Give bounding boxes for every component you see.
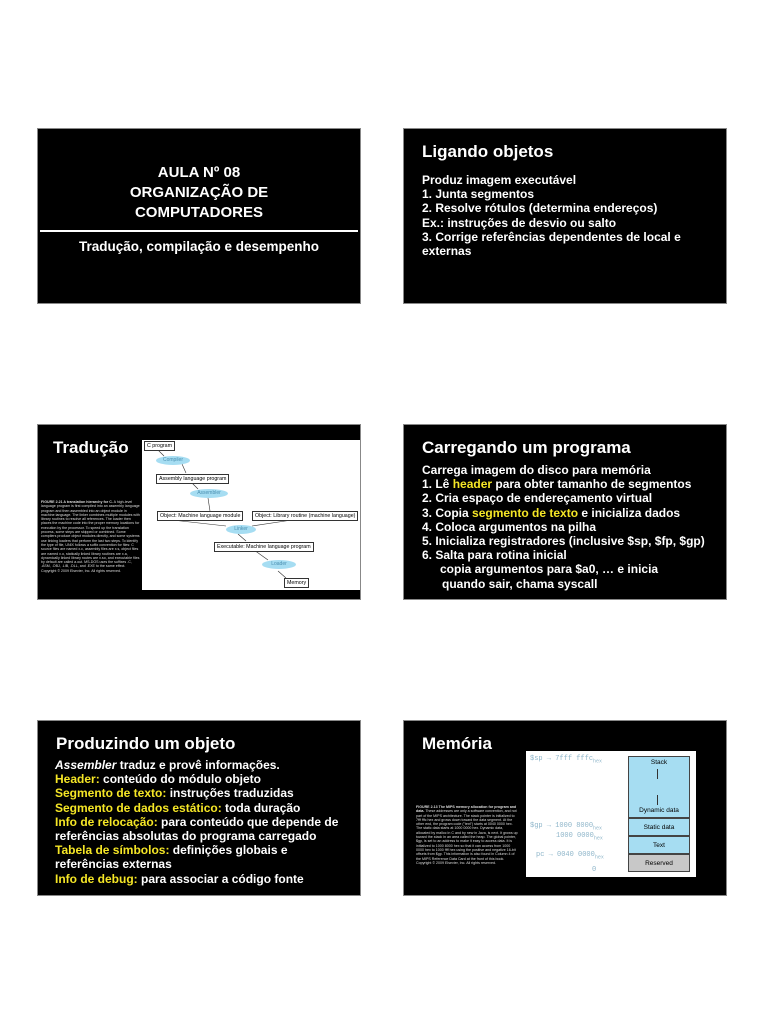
- slide-memoria: [403, 720, 727, 896]
- body-line: Carrega imagem do disco para memória: [422, 463, 651, 477]
- object-module-box: Object: Machine language module: [157, 511, 243, 521]
- reserved-segment: Reserved: [628, 854, 690, 872]
- slide-traducao: [37, 424, 361, 600]
- body-line: 5. Inicializa registradores (inclusive $sp, $fp, $gp): [422, 534, 705, 549]
- slide-heading: Ligando objetos: [422, 142, 554, 161]
- executable-box: Executable: Machine language program: [214, 542, 314, 552]
- heap-arrow: [657, 795, 658, 805]
- caption-text: These addresses are only a software convention, and not part of the MIPS architecture. The stack pointer is initialized to 7fff fffc hex and grows down toward the data segment. At the other end, the program code ("text") starts at 0040 0000 hex. The static data starts at 1000 0000 hex. Dynamic data, allocated by malloc in C and by new in Java, is next. It grows up toward the stack in an area called the heap. The global pointer, $gp, is set to an address to make it easy to access data. It is initialized to 1000 8000 hex so that it can access from 1000 0000 hex to 1000 ffff hex using the positive and negative 16-bit offsets from $gp. This information is also found in Column 4 of the MIPS Reference Data Card at the front of this book.: [416, 809, 518, 861]
- body-line: 3. Corrige referências dependentes de local e: [422, 229, 681, 244]
- stack-and-dynamic-segment: [628, 756, 690, 818]
- slide-ligando-objetos: [403, 128, 727, 304]
- body-line: Info de debug: para associar a código fonte: [55, 871, 304, 886]
- body-line: Header: conteúdo do módulo objeto: [55, 772, 261, 787]
- slide-produzindo-objeto: [37, 720, 361, 896]
- body-line: quando sair, chama syscall: [442, 576, 598, 591]
- compiler-oval: Compiler: [156, 456, 190, 465]
- slide-body: [55, 758, 338, 886]
- dynamic-data-label: Dynamic data: [639, 807, 679, 814]
- highlight-text-segment: segmento de texto: [472, 505, 579, 520]
- pc-address: pc → 0040 $0000_{hex}$: [536, 851, 604, 861]
- body-line: Segmento de dados estático: toda duração: [55, 800, 301, 815]
- c-program-box: C program: [144, 441, 175, 451]
- body-line: Tabela de símbolos: definições globais e: [55, 843, 288, 858]
- figure-caption: [416, 805, 518, 865]
- static-address: 1000 $0000_{hex}$: [556, 832, 603, 842]
- caption-copyright: Copyright © 2009 Elsevier, Inc. All rights reserved.: [416, 860, 496, 865]
- text-segment: Text: [628, 836, 690, 854]
- caption-copyright: Copyright © 2009 Elsevier, Inc. All rights reserved.: [41, 568, 121, 573]
- stack-arrow: [657, 769, 658, 779]
- body-line: Ex.: instruções de desvio ou salto: [422, 215, 617, 230]
- sp-address: $sp → 7fff fffc$_{hex}$: [530, 755, 603, 765]
- assembler-oval: Assembler: [190, 489, 228, 498]
- title-line-1: AULA Nº 08: [157, 164, 241, 181]
- slide-carregando-programa: [403, 424, 727, 600]
- body-line: 1. Lê header para obter tamanho de segmentos: [422, 477, 692, 492]
- body-line: Info de relocação: para conteúdo que depende de: [55, 814, 339, 829]
- slide-body: [422, 173, 681, 258]
- memory-allocation-figure: [526, 751, 696, 877]
- slide-body: [422, 463, 705, 591]
- lecture-subtitle: Tradução, compilação e desempenho: [78, 239, 320, 254]
- title-line-3: COMPUTADORES: [134, 204, 264, 221]
- lecture-title: [38, 163, 360, 223]
- figure-caption: [41, 500, 141, 573]
- loader-oval: Loader: [262, 560, 296, 569]
- body-line: 4. Coloca argumentos na pilha: [422, 519, 597, 534]
- body-line: Assembler traduz e provê informações.: [55, 758, 280, 772]
- static-data-segment: Static data: [628, 818, 690, 836]
- body-line: Segmento de texto: instruções traduzidas: [55, 786, 294, 801]
- caption-title: FIGURE 2.13 The MIPS memory allocation for program and data.: [416, 805, 517, 814]
- stack-label: Stack: [650, 759, 668, 766]
- slide-heading: Produzindo um objeto: [56, 734, 236, 753]
- object-library-box: Object: Library routine (machine language): [252, 511, 358, 521]
- body-line: externas: [422, 244, 472, 259]
- body-line: 3. Copia segmento de texto e inicializa dados: [422, 505, 681, 520]
- body-line: Produz imagem executável: [422, 173, 577, 187]
- caption-text: A high-level language program is first compiled into an assembly language program and then assembled into an object module in machine language. The linker combines multiple modules with library routines to resolve all references. The loader then places the machine code into the proper memory locations for execution by the processor. To speed up the translation process, some steps are skipped or combined. Some compilers produce object modules directly, and some systems use linking loaders that perform the last two steps. To identify the type of file, UNIX follows a suffix convention for files: C source files are named x.c, assembly files are x.s, object files are named x.o, statically linked library routines are x.a, dynamically linked library routes are x.so, and executable files by default are called a.out. MS-DOS uses the suffixes .C, .ASM, .OBJ, .LIB, .DLL, and .EXE to the same effect.: [41, 500, 140, 569]
- slide-title: [37, 128, 361, 304]
- memory-box: Memory: [284, 578, 309, 588]
- title-divider: [40, 230, 358, 232]
- slide-heading: Memória: [422, 734, 492, 753]
- caption-title: FIGURE 2.21 A translation hierarchy for C.: [41, 500, 113, 504]
- zero-address: 0: [592, 866, 597, 874]
- body-line: 1. Junta segmentos: [422, 187, 535, 202]
- body-line: 2. Resolve rótulos (determina endereços): [422, 201, 658, 216]
- gp-address: $gp → 1000 $8000_{hex}$: [530, 822, 603, 832]
- translation-hierarchy-figure: [142, 440, 360, 590]
- body-line: referências absolutas do programa carregado: [55, 829, 317, 844]
- slide-heading: Carregando um programa: [422, 438, 631, 457]
- body-line: referências externas: [55, 857, 172, 872]
- body-line: 6. Salta para rotina inicial: [422, 548, 567, 563]
- slide-heading: Tradução: [53, 438, 129, 457]
- title-line-2: ORGANIZAÇÃO DE: [129, 184, 269, 201]
- linker-oval: Linker: [226, 525, 256, 534]
- body-line: 2. Cria espaço de endereçamento virtual: [422, 491, 653, 506]
- assembly-program-box: Assembly language program: [156, 474, 229, 484]
- highlight-header: header: [452, 477, 493, 492]
- body-line: copia argumentos para $a0, … e inicia: [440, 562, 659, 577]
